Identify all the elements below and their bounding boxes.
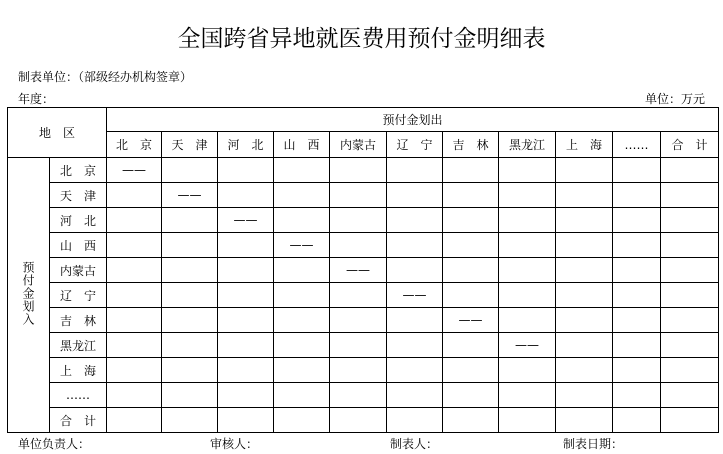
table-cell: [613, 258, 661, 283]
year-label: 年度：: [18, 92, 55, 106]
table-cell: [613, 308, 661, 333]
table-cell: ——: [162, 183, 218, 208]
table-cell: [661, 308, 719, 333]
table-cell: [661, 233, 719, 258]
row-label: 吉 林: [50, 308, 107, 333]
table-cell: [330, 283, 387, 308]
row-label: ……: [50, 383, 107, 408]
table-cell: [613, 333, 661, 358]
table-cell: [613, 183, 661, 208]
table-cell: [499, 408, 556, 433]
payment-table: [7, 107, 719, 433]
table-cell: [613, 408, 661, 433]
table-cell: [499, 308, 556, 333]
table-cell: ——: [107, 158, 162, 183]
table-row: [8, 258, 719, 283]
column-header: 合 计: [661, 132, 719, 158]
table-cell: [661, 383, 719, 408]
table-cell: [499, 183, 556, 208]
table-cell: [661, 358, 719, 383]
money-unit: 单位：万元: [644, 92, 705, 106]
row-label: 内蒙古: [50, 258, 107, 283]
table-cell: [499, 208, 556, 233]
table-cell: [330, 358, 387, 383]
footer-head: 单位负责人：: [18, 437, 91, 451]
table-cell: [218, 183, 274, 208]
table-cell: [387, 408, 443, 433]
table-cell: [556, 383, 613, 408]
table-cell: [443, 183, 499, 208]
table-cell: [443, 258, 499, 283]
table-cell: [499, 258, 556, 283]
table-cell: [218, 383, 274, 408]
table-cell: [330, 308, 387, 333]
table-cell: [330, 233, 387, 258]
table-cell: [661, 183, 719, 208]
table-cell: [274, 183, 330, 208]
row-label: 天 津: [50, 183, 107, 208]
table-cell: ——: [443, 308, 499, 333]
table-cell: [556, 258, 613, 283]
table-cell: [107, 258, 162, 283]
table-cell: [443, 358, 499, 383]
table-cell: [556, 358, 613, 383]
table-cell: [218, 233, 274, 258]
table-row: [8, 358, 719, 383]
table-cell: [162, 408, 218, 433]
table-cell: [613, 358, 661, 383]
table-cell: [162, 283, 218, 308]
table-cell: [218, 333, 274, 358]
row-label: 上 海: [50, 358, 107, 383]
payin-header: [8, 158, 50, 433]
column-header: 北 京: [107, 132, 162, 158]
table-cell: [556, 333, 613, 358]
table-cell: [330, 333, 387, 358]
row-label: 辽 宁: [50, 283, 107, 308]
table-cell: [556, 283, 613, 308]
row-label: 北 京: [50, 158, 107, 183]
table-cell: [661, 408, 719, 433]
table-cell: [107, 308, 162, 333]
table-row: [8, 408, 719, 433]
row-label: 河 北: [50, 208, 107, 233]
table-cell: [107, 233, 162, 258]
table-cell: [556, 233, 613, 258]
table-cell: [443, 283, 499, 308]
table-row: [8, 383, 719, 408]
region-header: 地 区: [8, 108, 107, 158]
table-cell: ——: [387, 283, 443, 308]
table-cell: [613, 283, 661, 308]
table-cell: [499, 233, 556, 258]
row-label: 黑龙江: [50, 333, 107, 358]
table-cell: [613, 383, 661, 408]
table-cell: [387, 308, 443, 333]
table-cell: [661, 258, 719, 283]
table-cell: ——: [218, 208, 274, 233]
table-cell: [162, 383, 218, 408]
table-row: [8, 233, 719, 258]
table-cell: [218, 158, 274, 183]
table-cell: [330, 183, 387, 208]
table-cell: [499, 158, 556, 183]
table-cell: [661, 283, 719, 308]
table-cell: [661, 158, 719, 183]
table-cell: [218, 258, 274, 283]
table-cell: [387, 208, 443, 233]
table-cell: [274, 308, 330, 333]
table-cell: [556, 308, 613, 333]
table-cell: [499, 383, 556, 408]
table-cell: [162, 208, 218, 233]
table-cell: [499, 358, 556, 383]
table-cell: [162, 233, 218, 258]
table-cell: [162, 308, 218, 333]
column-header: 山 西: [274, 132, 330, 158]
table-cell: ——: [330, 258, 387, 283]
table-cell: [107, 183, 162, 208]
table-cell: [387, 358, 443, 383]
table-cell: [556, 208, 613, 233]
table-cell: [613, 233, 661, 258]
table-cell: [443, 383, 499, 408]
table-cell: [330, 408, 387, 433]
column-header: 吉 林: [443, 132, 499, 158]
table-cell: [162, 333, 218, 358]
table-cell: [330, 383, 387, 408]
table-cell: [556, 408, 613, 433]
column-header: 内蒙古: [330, 132, 387, 158]
table-cell: [107, 383, 162, 408]
table-cell: [274, 408, 330, 433]
table-cell: [107, 283, 162, 308]
table-cell: [218, 308, 274, 333]
footer-date: 制表日期：: [563, 437, 624, 451]
table-cell: [613, 158, 661, 183]
column-header: 黑龙江: [499, 132, 556, 158]
table-cell: [274, 158, 330, 183]
table-cell: [218, 283, 274, 308]
prepared-by-unit: 制表单位：（部级经办机构签章）: [18, 70, 193, 84]
table-cell: [443, 408, 499, 433]
table-cell: [274, 258, 330, 283]
table-cell: [556, 183, 613, 208]
column-header: 上 海: [556, 132, 613, 158]
table-cell: [107, 358, 162, 383]
table-cell: [162, 158, 218, 183]
table-cell: [107, 333, 162, 358]
table-row: [8, 208, 719, 233]
table-cell: [274, 283, 330, 308]
table-cell: [661, 208, 719, 233]
table-cell: ——: [499, 333, 556, 358]
table-cell: [107, 208, 162, 233]
table-cell: [274, 383, 330, 408]
table-cell: [661, 333, 719, 358]
table-cell: [387, 258, 443, 283]
table-cell: [556, 158, 613, 183]
table-cell: [443, 333, 499, 358]
page-title: 全国跨省异地就医费用预付金明细表: [177, 26, 546, 52]
table-cell: [613, 208, 661, 233]
table-cell: [274, 358, 330, 383]
table-row: [8, 308, 719, 333]
table-cell: [499, 283, 556, 308]
table-row: [8, 283, 719, 308]
table-cell: [443, 158, 499, 183]
table-cell: [330, 158, 387, 183]
payin-header-text: 预付金划入: [21, 261, 35, 326]
payout-header: 预付金划出: [107, 108, 719, 132]
table-cell: [330, 208, 387, 233]
table-cell: [387, 183, 443, 208]
row-label: 山 西: [50, 233, 107, 258]
table-row: [8, 333, 719, 358]
footer-preparer: 制表人：: [390, 437, 439, 451]
table-cell: [443, 233, 499, 258]
table-cell: ——: [274, 233, 330, 258]
row-label: 合 计: [50, 408, 107, 433]
table-cell: [274, 208, 330, 233]
table-cell: [107, 408, 162, 433]
table-cell: [274, 333, 330, 358]
table-cell: [387, 383, 443, 408]
table-cell: [387, 158, 443, 183]
column-header: ……: [613, 132, 661, 158]
table-cell: [218, 408, 274, 433]
table-cell: [218, 358, 274, 383]
table-cell: [387, 233, 443, 258]
table-cell: [387, 333, 443, 358]
table-cell: [162, 358, 218, 383]
footer-reviewer: 审核人：: [210, 437, 259, 451]
column-header: 河 北: [218, 132, 274, 158]
table-row: [8, 183, 719, 208]
column-header: 天 津: [162, 132, 218, 158]
table-cell: [443, 208, 499, 233]
table-row: [8, 158, 719, 183]
table-cell: [162, 258, 218, 283]
column-header: 辽 宁: [387, 132, 443, 158]
